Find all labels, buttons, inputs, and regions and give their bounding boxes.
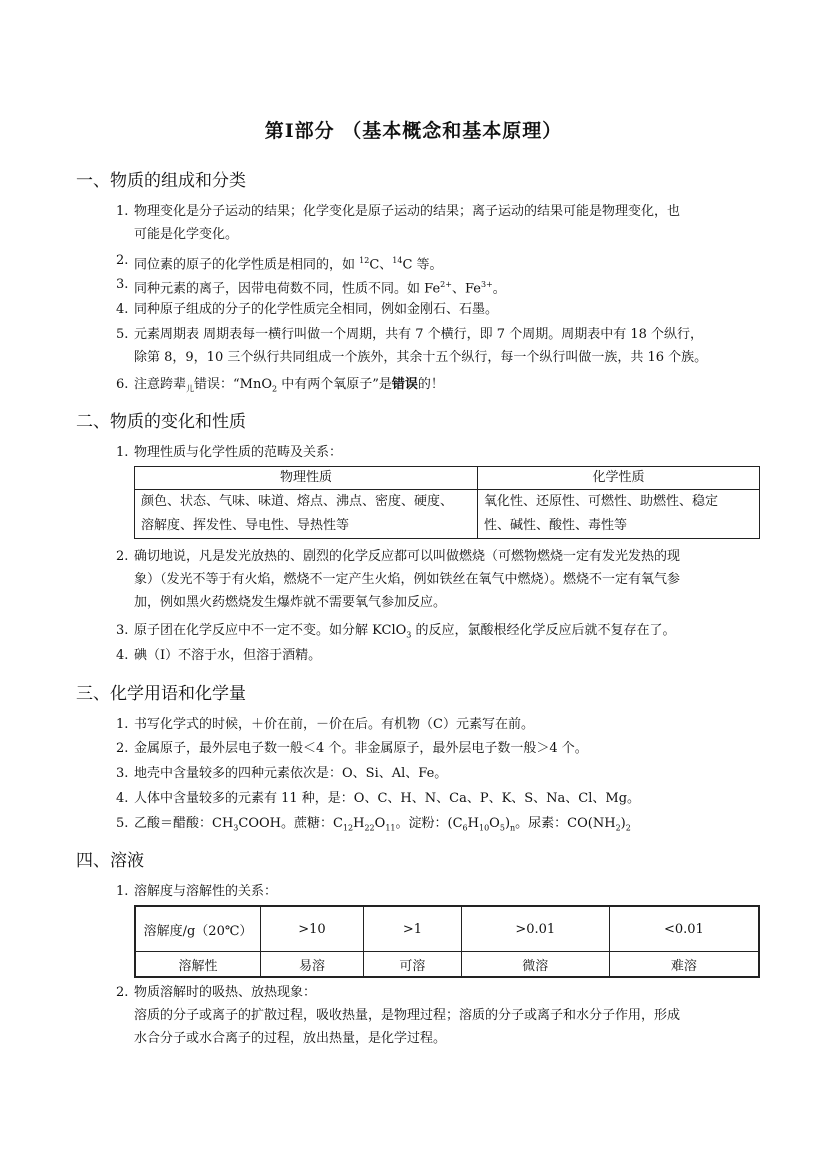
section-heading-chem-terms: 三、化学用语和化学量 — [76, 684, 246, 704]
table-cell: 难溶 — [609, 952, 759, 978]
list-item: 5. 乙酸＝醋酸：$CH_3COOH$。蔗糖：$C_{12}H_{22}O_{11}$。淀粉：$(C_6H_{10}O_5)_n$。尿素：$CO(NH_2)_2$ — [116, 816, 631, 833]
table-cell: 易溶 — [261, 952, 364, 978]
list-item: 4. 同种原子组成的分子的化学性质完全相同，例如金刚石、石墨。 — [116, 302, 499, 317]
table-cell: >0.01 — [461, 906, 609, 952]
list-item: 6. 注意跨辈$_儿$错误：“MnO$_2$ 中有两个氧原子”是错误的！ — [116, 377, 444, 394]
table-cell: >10 — [261, 906, 364, 952]
list-item: 1. 物理变化是分子运动的结果；化学变化是原子运动的结果；离子运动的结果可能是物理变化，也 可能是化学变化。 — [116, 204, 681, 242]
list-item: 3. 同种元素的离子，因带电荷数不同，性质不同。如 $Fe^{2+}$、$Fe^{3+}$。 — [116, 277, 506, 297]
list-item: 1. 溶解度与溶解性的关系： — [116, 884, 278, 899]
section-heading-composition: 一、物质的组成和分类 — [76, 171, 246, 191]
list-item: 2. 同位素的原子的化学性质是相同的，如 $^{12}$C、$^{14}$C 等。 — [116, 253, 443, 273]
list-item: 2. 确切地说，凡是发光放热的、剧烈的化学反应都可以叫做燃烧（可燃物燃烧一定有发光发热的现 象）（发光不等于有火焰，燃烧不一定产生火焰，例如铁丝在氧气中燃烧）。燃烧不一定有氧气参 加，例如黑火药燃烧发生爆炸就不需要氧气参加反应。 — [116, 549, 681, 610]
table-cell: >1 — [363, 906, 461, 952]
table-cell: 溶解度/g（20℃） — [135, 906, 261, 952]
list-item: 2. 物质溶解时的吸热、放热现象： 溶质的分子或离子的扩散过程，吸收热量，是物理过程；溶质的分子或离子和水分子作用，形成 水合分子或水合离子的过程，放出热量，是化学过程。 — [116, 985, 681, 1046]
table-cell: 微溶 — [461, 952, 609, 978]
table-header-cell: 物理性质 — [135, 467, 478, 490]
table-cell: 可溶 — [363, 952, 461, 978]
section-heading-solutions: 四、溶液 — [76, 851, 144, 871]
list-item: 4. 碘（I）不溶于水，但溶于酒精。 — [116, 648, 322, 663]
solubility-table — [134, 905, 760, 978]
list-item: 1. 书写化学式的时候，＋价在前，－价在后。有机物（C）元素写在前。 — [116, 717, 534, 732]
section-heading-changes: 二、物质的变化和性质 — [76, 412, 246, 432]
table-cell: <0.01 — [609, 906, 759, 952]
list-item: 5. 元素周期表 周期表每一横行叫做一个周期，共有 7 个横行，即 7 个周期。周期表中有 18 个纵行， 除第 8，9，10 三个纵行共同组成一个族外，其余十五个纵行，每一个纵行叫做一族，共 16 个族。 — [116, 327, 708, 365]
table-cell: 氧化性、还原性、可燃性、助燃性、稳定 性、碱性、酸性、毒性等 — [478, 490, 760, 539]
list-item: 4. 人体中含量较多的元素有 11 种，是：O、C、H、N、Ca、P、K、S、Na、Cl、Mg。 — [116, 791, 641, 806]
list-item: 2. 金属原子，最外层电子数一般＜4 个。非金属原子，最外层电子数一般＞4 个。 — [116, 741, 588, 756]
table-cell: 颜色、状态、气味、味道、熔点、沸点、密度、硬度、 溶解度、挥发性、导电性、导热性等 — [135, 490, 478, 539]
properties-table — [134, 466, 760, 539]
list-item: 3. 原子团在化学反应中不一定不变。如分解 KClO$_3$ 的反应，氯酸根经化学反应后就不复存在了。 — [116, 623, 676, 640]
table-header-cell: 化学性质 — [478, 467, 760, 490]
table-cell: 溶解性 — [135, 952, 261, 978]
page-title: 第Ⅰ部分 （基本概念和基本原理） — [264, 120, 563, 142]
list-item: 3. 地壳中含量较多的四种元素依次是：O、Si、Al、Fe。 — [116, 766, 448, 781]
list-item: 1. 物理性质与化学性质的范畴及关系： — [116, 445, 343, 460]
